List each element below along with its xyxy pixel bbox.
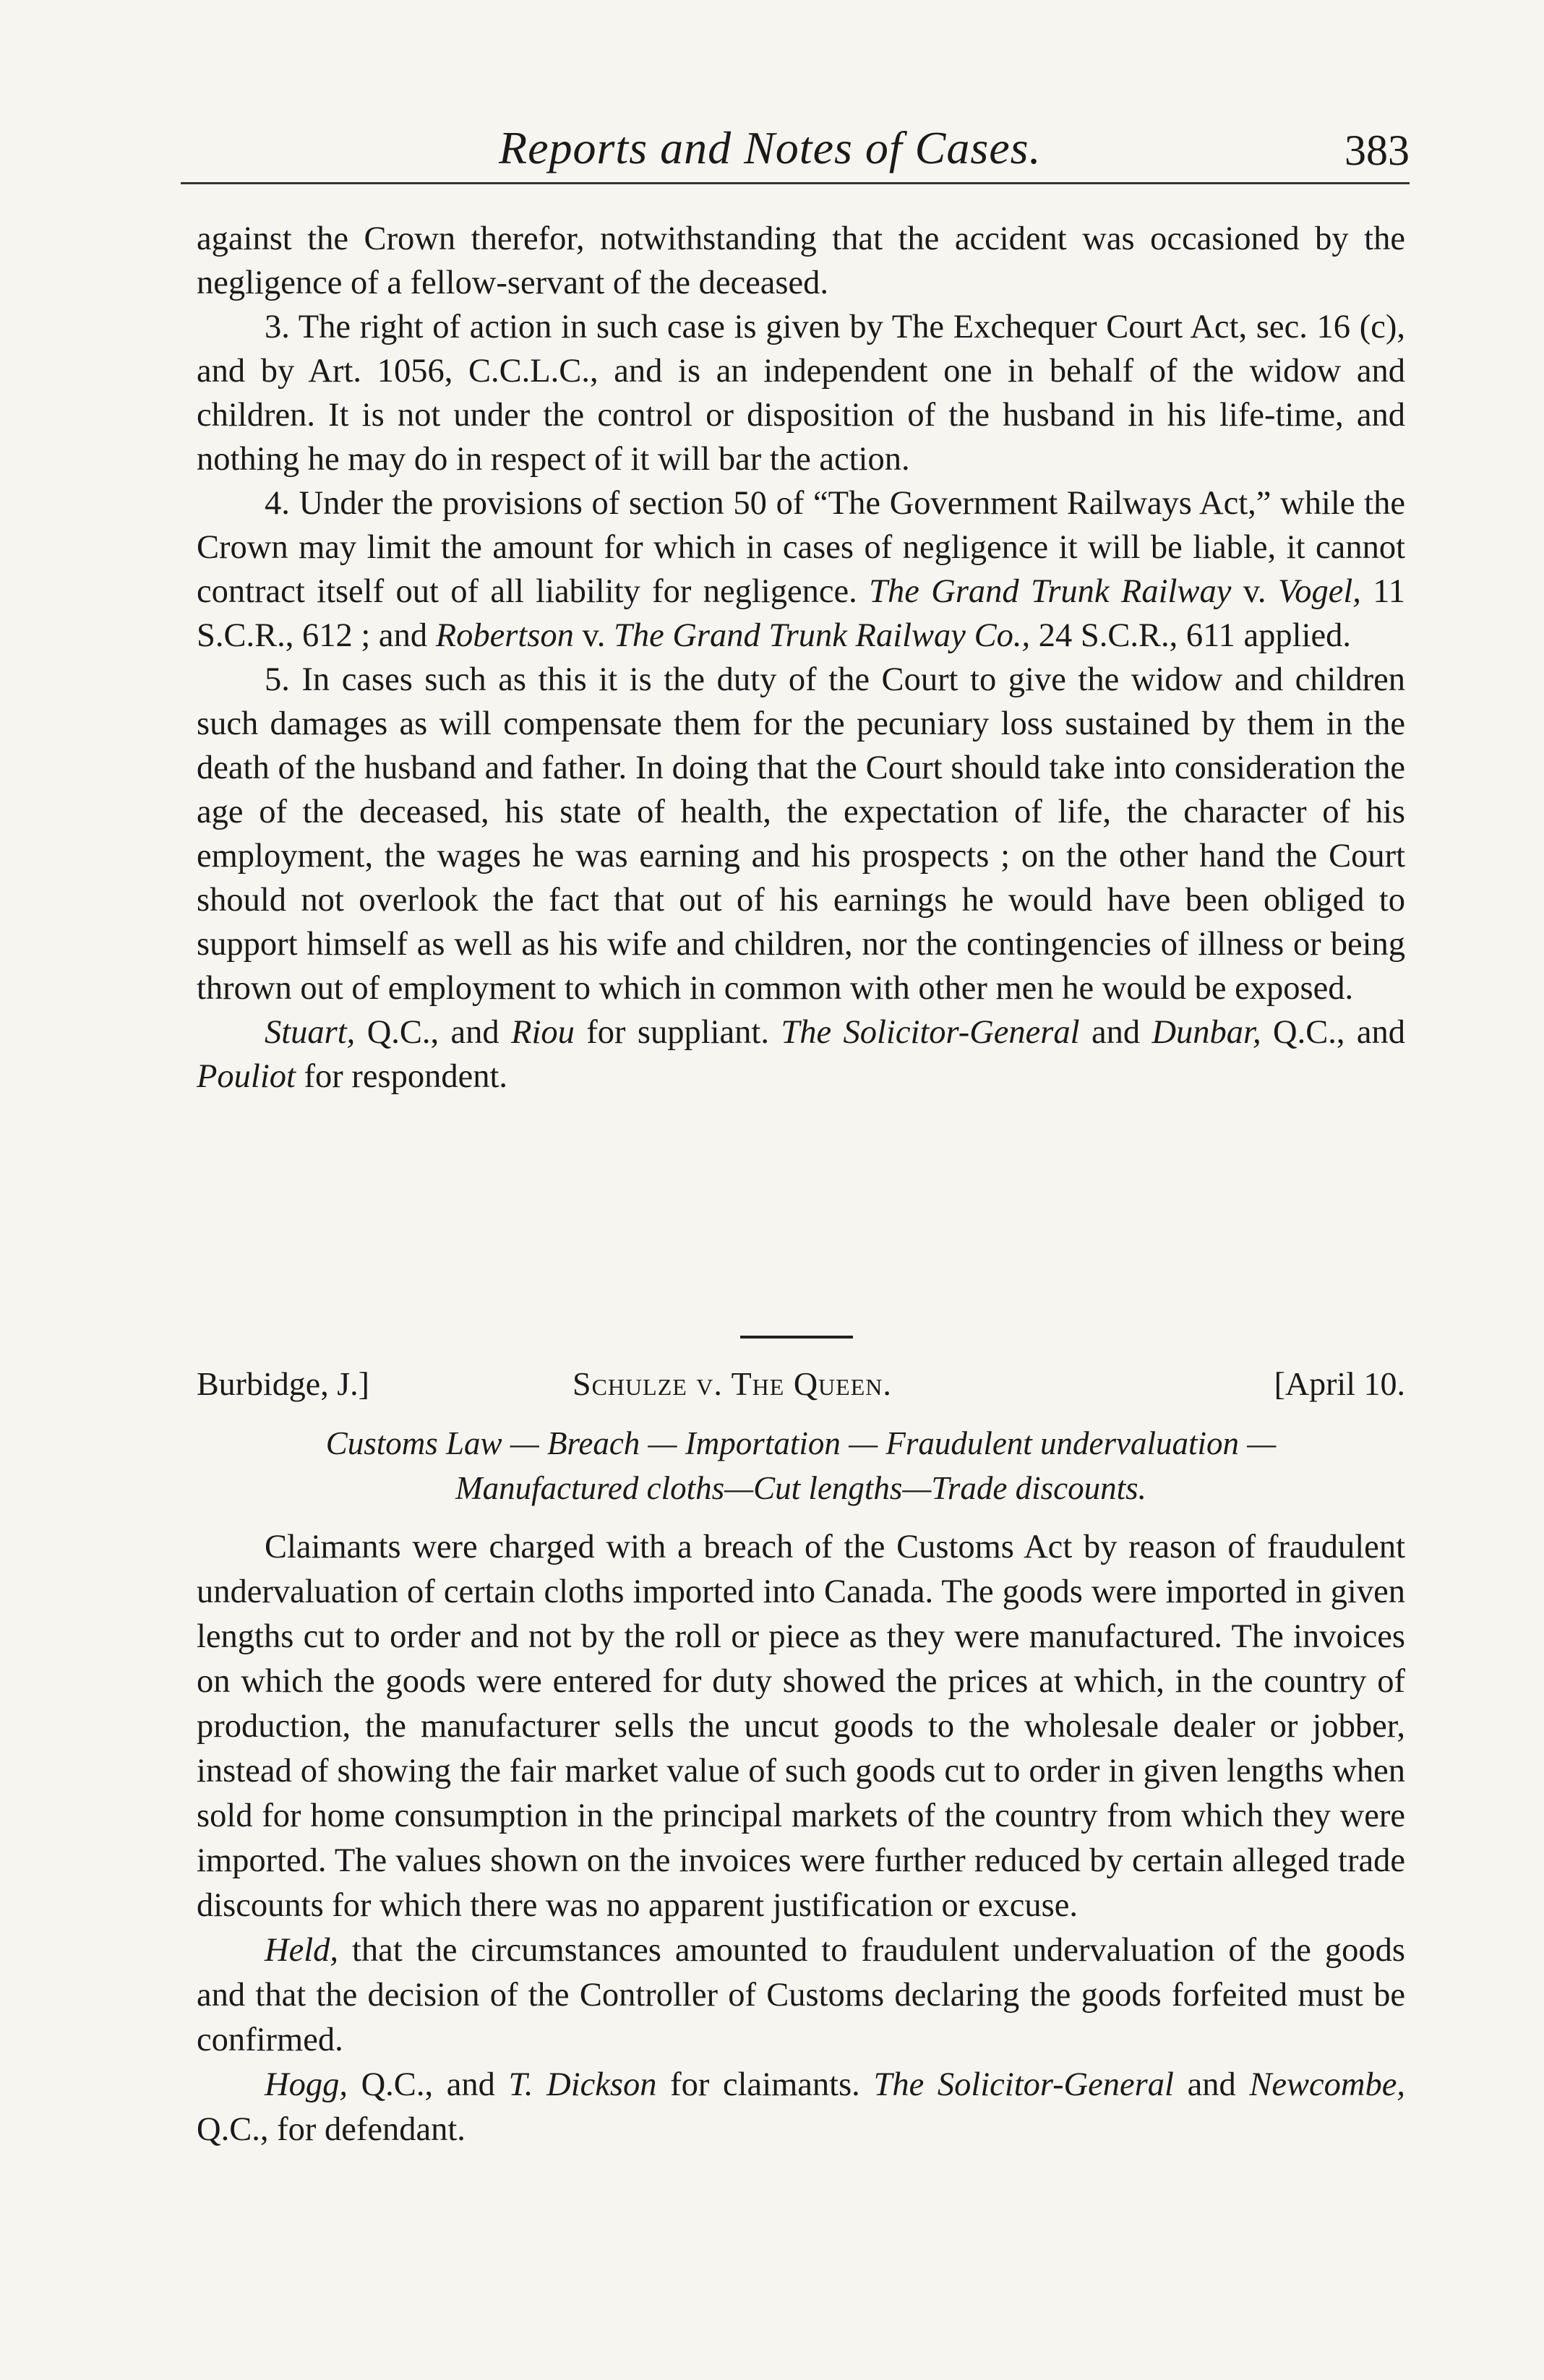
counsel-name: Hogg,: [265, 2066, 348, 2103]
catchwords: [197, 1421, 1405, 1511]
counsel-text: Q.C., and: [347, 2066, 509, 2103]
case-title: Schulze v. The Queen.: [572, 1365, 892, 1402]
catchwords-line-2: Manufactured cloths—Cut lengths—Trade discounts.: [455, 1470, 1146, 1506]
counsel-line: [197, 2063, 1405, 2152]
counsel-text: and: [1173, 2066, 1250, 2103]
facts-paragraph: Claimants were charged with a breach of the Customs Act by reason of fraudulent undervaluation of certain cloths imported into Canada. The goods were imported in given lengths cut to order and not by the roll or piece as they were manufactured. The invoices on which the goods were entered for duty showed the prices at which, in the country of production, the manufacturer sells the uncut goods to the wholesale dealer or jobber, instead of showing the fair market value of such goods cut to order in given lengths when sold for home consumption in the principal markets of the country from which they were imported. The values shown on the invoices were further reduced by certain alleged trade discounts for which there was no apparent justification or excuse.: [197, 1529, 1405, 1924]
counsel-text: Q.C., and: [355, 1014, 512, 1051]
counsel-name: T. Dickson: [508, 2066, 657, 2103]
paragraph-4: [197, 481, 1405, 658]
counsel-name: Pouliot: [197, 1058, 296, 1095]
counsel-name: The Solicitor-General: [781, 1014, 1080, 1051]
counsel-name: Dunbar,: [1151, 1014, 1261, 1051]
held-text: that the circumstances amounted to fraudulent undervaluation of the goods and that the decision of the Controller of Customs declaring the goods forfeited must be confirmed.: [197, 1932, 1405, 2058]
paragraph-3: 3. The right of action in such case is given by The Exchequer Court Act, sec. 16 (c), and by Art. 1056, C.C.L.C., and is an independent one in behalf of the widow and children. It is not under the control or disposition of the husband in his life-time, and nothing he may do in respect of it will bar the action.: [197, 309, 1405, 478]
header-rule: [181, 182, 1410, 184]
paragraph-5: 5. In cases such as this it is the duty of the Court to give the widow and children such damages as will compensate them for the pecuniary loss sustained by them in the death of the husband and father. In doing that the Court should take into consideration the age of the deceased, his state of health, the expectation of life, the character of his employment, the wages he was earning and his prospects ; on the other hand the Court should not overlook the fact that out of his earnings he would have been obliged to support himself as well as his wife and children, nor the contingencies of illness or being thrown out of employment to which in common with other men he would be exposed.: [197, 661, 1405, 1007]
case-date: [April 10.: [1274, 1365, 1405, 1402]
held-label: Held,: [265, 1932, 339, 1969]
first-case-text: [197, 217, 1405, 1099]
counsel-text: Q.C., for defendant.: [197, 2111, 466, 2148]
counsel-line: [197, 1010, 1405, 1099]
citation-text: 11 S.C.R., 612 ; and: [197, 573, 1406, 654]
counsel-name: Stuart,: [265, 1014, 356, 1051]
held-paragraph: [197, 1928, 1405, 2063]
paragraph-continuation: against the Crown therefor, notwithstanding that the accident was occasioned by the negligence of a fellow-servant of the deceased.: [197, 220, 1405, 301]
citation-text: 24 S.C.R., 611 applied.: [1030, 617, 1352, 654]
second-case-text: [197, 1525, 1405, 2152]
versus: v.: [573, 617, 614, 654]
counsel-text: and: [1079, 1014, 1152, 1051]
case-citation: The Grand Trunk Railway: [869, 573, 1232, 610]
section-divider: [740, 1336, 853, 1339]
case-citation: Vogel,: [1277, 573, 1361, 610]
paragraph-4-text: 4. Under the provisions of section 50 of “The Government Railways Act,” while the Crown may limit the amount for which in cases of negligence it will be liable, it cannot contract itself out of all liability for negligence.: [197, 485, 1405, 610]
running-title: Reports and Notes of Cases.: [499, 122, 1042, 173]
page-number: 383: [1344, 126, 1410, 174]
counsel-text: for respondent.: [295, 1058, 508, 1095]
counsel-name: Newcombe,: [1249, 2066, 1405, 2103]
counsel-text: for suppliant.: [574, 1014, 781, 1051]
counsel-text: Q.C., and: [1261, 1014, 1405, 1051]
versus: v.: [1231, 573, 1278, 610]
catchwords-line-1: Customs Law — Breach — Importation — Fraudulent undervaluation —: [325, 1425, 1277, 1461]
counsel-text: for claimants.: [656, 2066, 874, 2103]
case-judge: Burbidge, J.]: [197, 1365, 369, 1402]
case-citation: The Grand Trunk Railway Co.,: [613, 617, 1031, 654]
case-heading: [197, 1350, 1405, 1408]
counsel-name: Riou: [511, 1014, 575, 1051]
counsel-name: The Solicitor-General: [873, 2066, 1174, 2103]
running-head: [195, 108, 1410, 181]
case-citation: Robertson: [435, 617, 574, 654]
